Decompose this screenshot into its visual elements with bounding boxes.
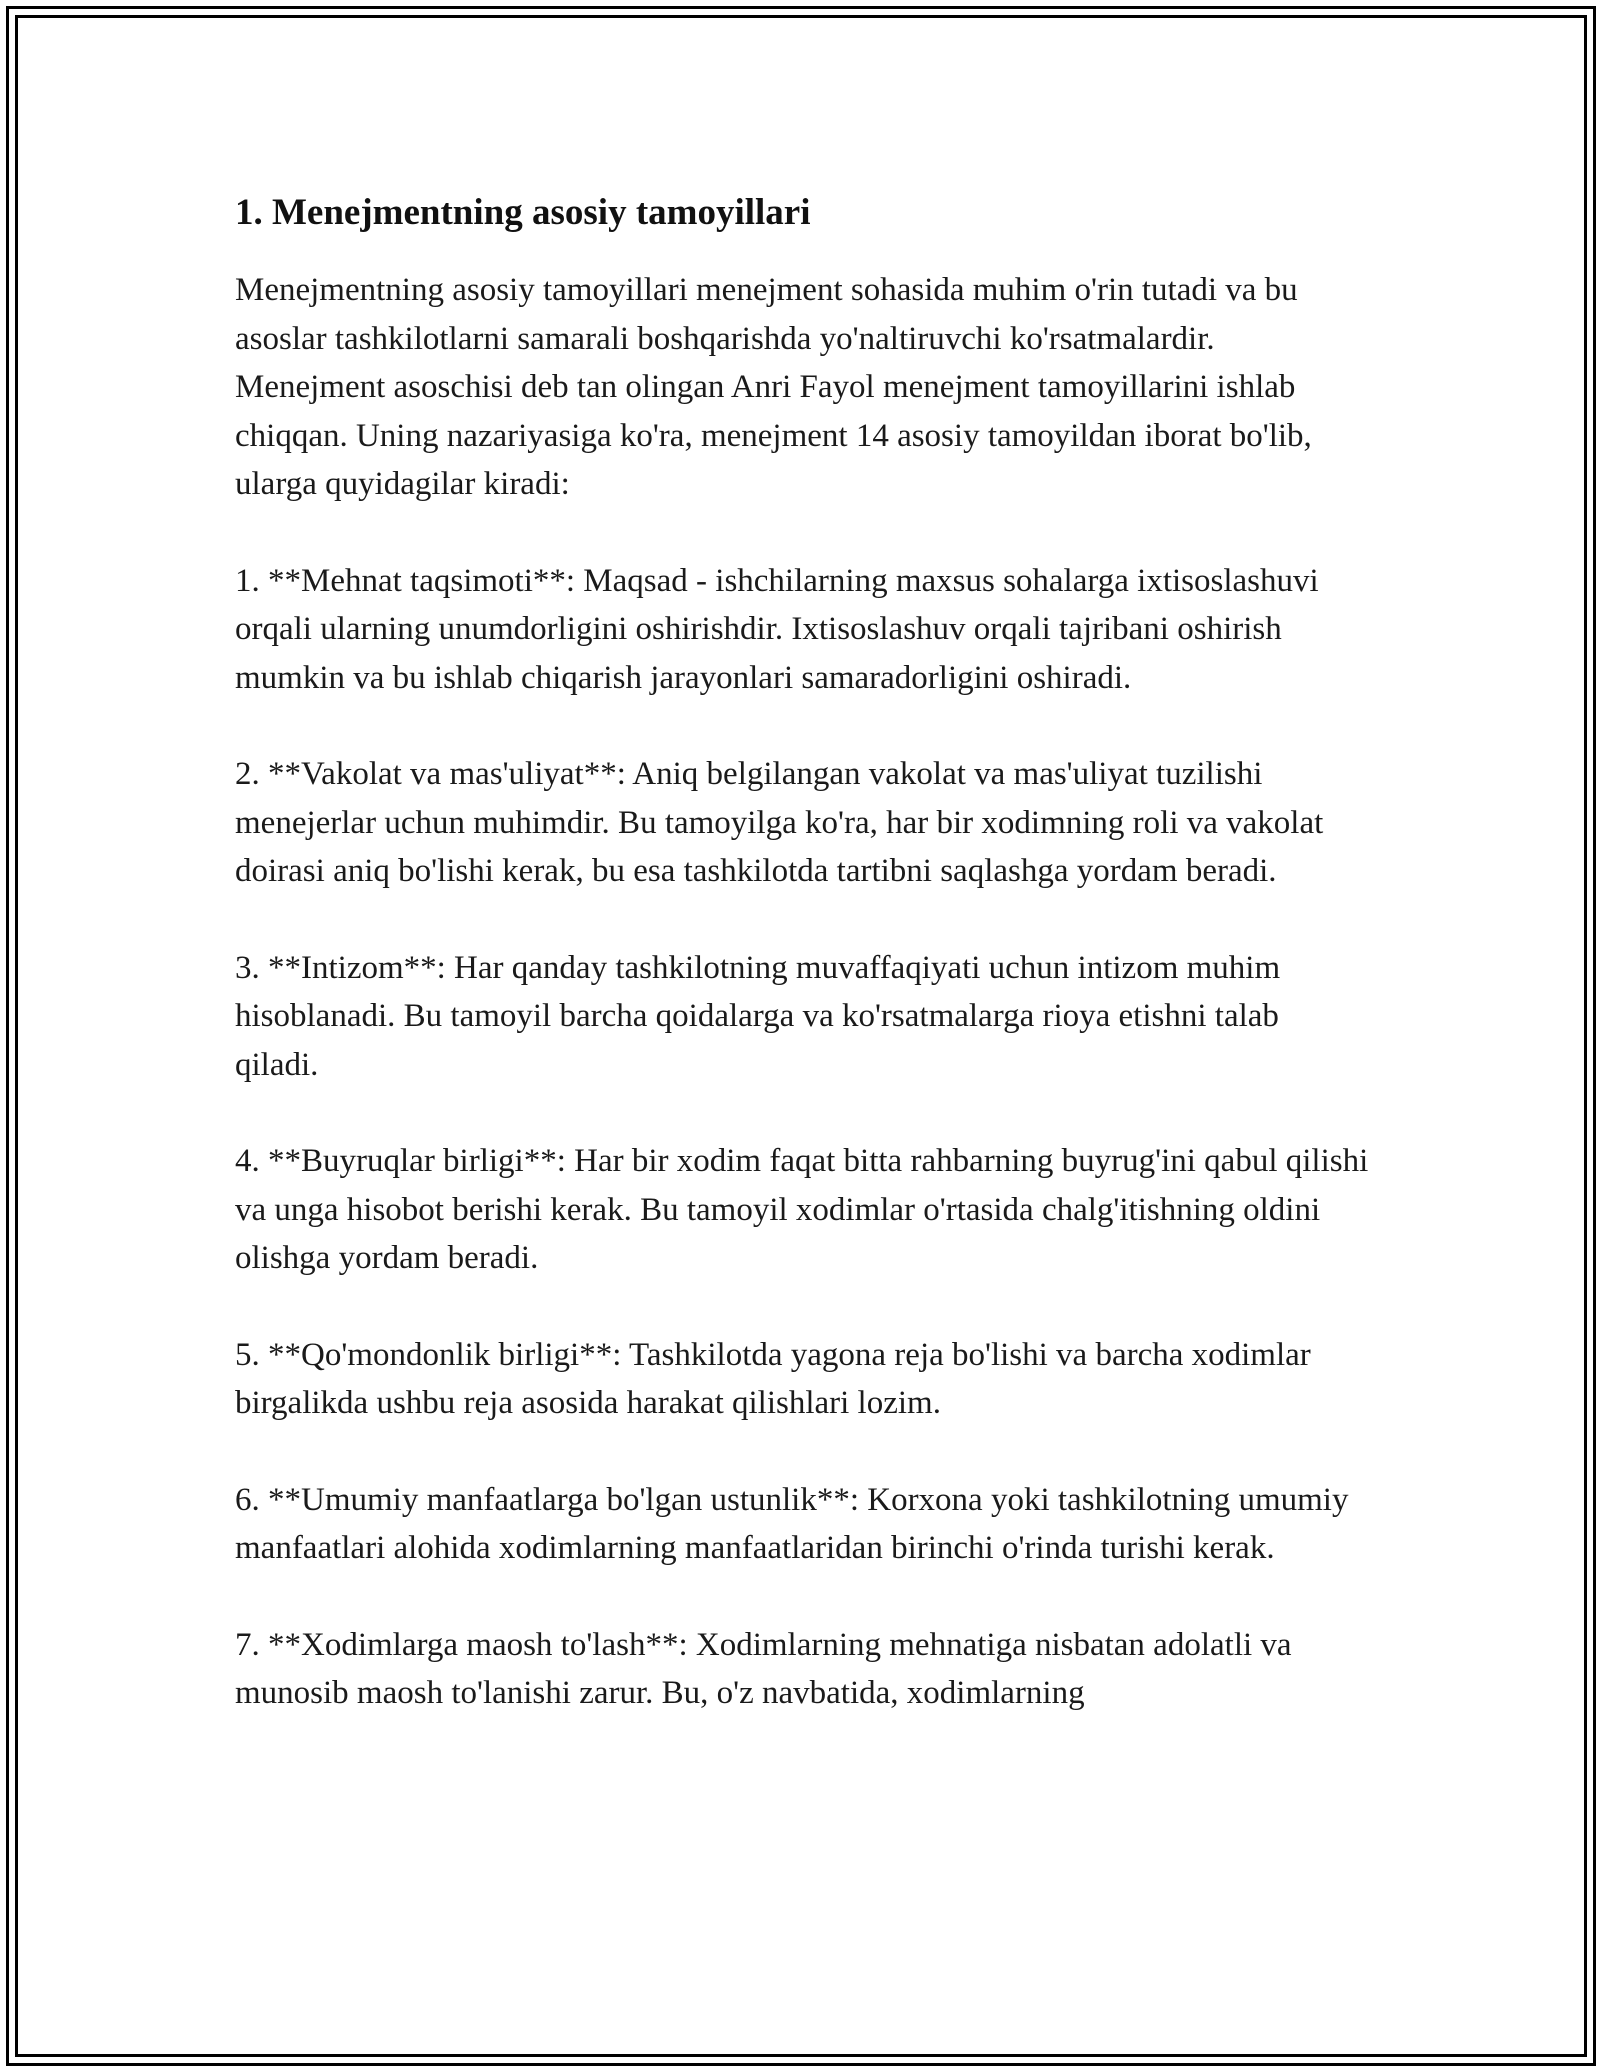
document-title: 1. Menejmentning asosiy tamoyillari (235, 192, 811, 233)
list-item-2: 2. **Vakolat va mas'uliyat**: Aniq belgilangan vakolat va mas'uliyat tuzilishi menejerlar uchun muhimdir. Bu tamoyilga ko'ra, har bir xodimning roli va vakolat doirasi aniq bo'lishi kerak, bu esa tashkilotda tartibni saqlashga yordam beradi. (235, 756, 1324, 889)
intro-paragraph: Menejmentning asosiy tamoyillari menejment sohasida muhim o'rin tutadi va bu asoslar tashkilotlarni samarali boshqarishda yo'naltiruvchi ko'rsatmalardir. Menejment asoschisi deb tan olingan Anri Fayol menejment tamoyillarini ishlab chiqqan. Uning nazariyasiga ko'ra, menejment 14 asosiy tamoyildan iborat bo'lib, ularga quyidagilar kiradi: (235, 272, 1312, 502)
list-item-5: 5. **Qo'mondonlik birligi**: Tashkilotda yagona reja bo'lishi va barcha xodimlar birgalikda ushbu reja asosida harakat qilishlari lozim. (235, 1336, 1311, 1421)
document-body (235, 188, 1370, 1766)
list-item-4: 4. **Buyruqlar birligi**: Har bir xodim faqat bitta rahbarning buyrug'ini qabul qilishi va unga hisobot berishi kerak. Bu tamoyil xodimlar o'rtasida chalg'itishning oldini olishga yordam beradi. (235, 1143, 1369, 1276)
list-item-3: 3. **Intizom**: Har qanday tashkilotning muvaffaqiyati uchun intizom muhim hisoblanadi. Bu tamoyil barcha qoidalarga va ko'rsatmalarga rioya etishni talab qiladi. (235, 949, 1281, 1083)
list-item-7: 7. **Xodimlarga maosh to'lash**: Xodimlarning mehnatiga nisbatan adolatli va munosib maosh to'lanishi zarur. Bu, o'z navbatida, xodimlarning (235, 1626, 1292, 1711)
list-item-6: 6. **Umumiy manfaatlarga bo'lgan ustunlik**: Korxona yoki tashkilotning umumiy manfaatlari alohida xodimlarning manfaatlaridan birinchi o'rinda turishi kerak. (235, 1481, 1349, 1566)
list-item-1: 1. **Mehnat taqsimoti**: Maqsad - ishchilarning maxsus sohalarga ixtisoslashuvi orqali ularning unumdorligini oshirishdir. Ixtisoslashuv orqali tajribani oshirish mumkin va bu ishlab chiqarish jarayonlari samaradorligini oshiradi. (235, 562, 1319, 696)
